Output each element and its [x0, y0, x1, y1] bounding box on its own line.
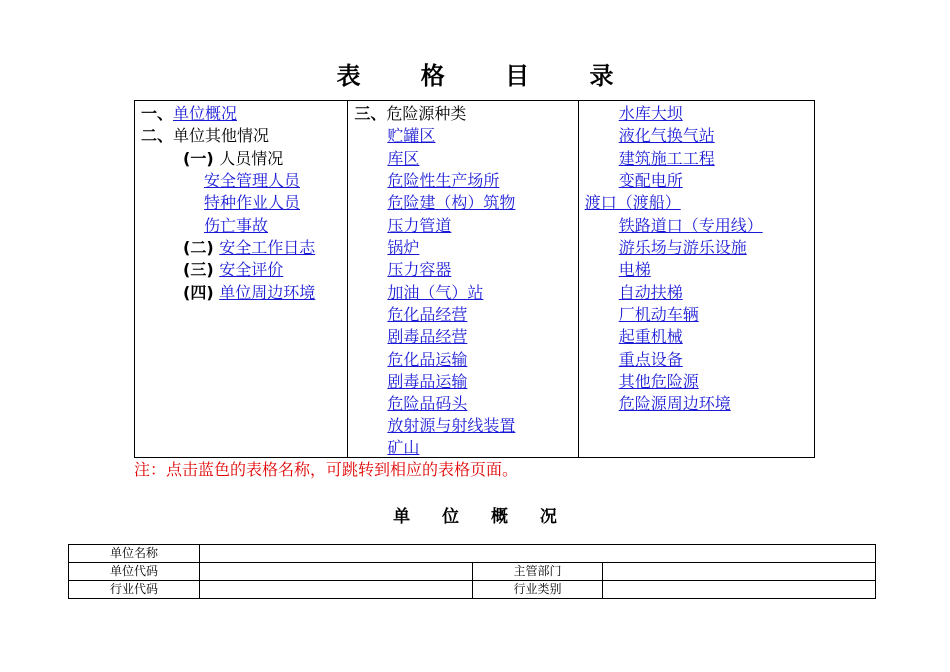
label-industry-type: 行业类别: [473, 581, 603, 599]
link-hazard-item[interactable]: 放射源与射线装置: [387, 416, 516, 435]
link-hazard-item[interactable]: 危险源周边环境: [618, 394, 731, 413]
page-title: 表 格 目 录: [336, 62, 640, 90]
link-hazard-item[interactable]: 起重机械: [618, 327, 683, 346]
link-hazard-item[interactable]: 重点设备: [618, 350, 683, 369]
link-hazard-item[interactable]: 厂机动车辆: [618, 305, 699, 324]
toc-entry-safety-eval: [183, 259, 283, 281]
link-special-operators[interactable]: 特种作业人员: [204, 193, 301, 212]
link-hazard-item[interactable]: 危化品经营: [387, 305, 468, 324]
unit-info-table: [68, 544, 876, 599]
link-hazard-item[interactable]: 其他危险源: [618, 372, 699, 391]
link-hazard-item[interactable]: 库区: [387, 149, 420, 168]
link-hazard-item[interactable]: 自动扶梯: [618, 283, 683, 302]
field-unit-code[interactable]: [200, 563, 473, 581]
link-hazard-item[interactable]: 剧毒品运输: [387, 372, 468, 391]
field-industry-type[interactable]: [603, 581, 876, 599]
link-hazard-item[interactable]: 危化品运输: [387, 350, 468, 369]
label-unit-code: 单位代码: [69, 563, 200, 581]
link-hazard-item[interactable]: 铁路道口（专用线）: [618, 216, 763, 235]
link-hazard-item[interactable]: 游乐场与游乐设施: [618, 238, 747, 257]
entry-number: (四): [183, 283, 214, 302]
entry-number: 二、: [141, 126, 174, 145]
link-hazard-item[interactable]: 加油（气）站: [387, 283, 484, 302]
toc-entry-unit-overview: [141, 103, 237, 125]
entry-label: 单位其他情况: [173, 126, 270, 145]
link-hazard-item[interactable]: 压力容器: [387, 260, 452, 279]
link-hazard-item[interactable]: 液化气换气站: [618, 126, 715, 145]
link-hazard-item[interactable]: 电梯: [618, 260, 651, 279]
link-hazard-item[interactable]: 压力管道: [387, 216, 452, 235]
toc-entry-safety-log: [183, 237, 315, 259]
link-unit-surroundings[interactable]: 单位周边环境: [219, 283, 316, 302]
link-hazard-item[interactable]: 变配电所: [618, 171, 683, 190]
entry-number: (二): [183, 238, 214, 257]
entry-number: 三、: [354, 104, 387, 123]
field-industry-code[interactable]: [200, 581, 473, 599]
toc-column-3: [578, 101, 814, 457]
label-unit-name: 单位名称: [69, 545, 200, 563]
toc-column-1: [135, 101, 347, 457]
toc-entry-other-info: [141, 125, 269, 147]
toc-entry-personnel: [183, 148, 283, 170]
link-hazard-item[interactable]: 锅炉: [387, 238, 420, 257]
link-hazard-item[interactable]: 危险品码头: [387, 394, 468, 413]
link-casualty-accidents[interactable]: 伤亡事故: [204, 216, 269, 235]
link-safety-log[interactable]: 安全工作日志: [219, 238, 316, 257]
link-hazard-item[interactable]: 危险性生产场所: [387, 171, 500, 190]
toc-entry-hazard-types: [354, 103, 466, 125]
link-hazard-item[interactable]: 剧毒品经营: [387, 327, 468, 346]
toc-entry-surroundings: [183, 282, 315, 304]
section-title: 单 位 概 况: [393, 507, 570, 527]
toc-table: [134, 100, 815, 458]
link-safety-managers[interactable]: 安全管理人员: [204, 171, 301, 190]
link-hazard-item[interactable]: 贮罐区: [387, 126, 436, 145]
label-supervisor: 主管部门: [473, 563, 603, 581]
table-row: [69, 545, 876, 563]
entry-label: 危险源种类: [386, 104, 467, 123]
link-ferry[interactable]: 渡口（渡船）: [584, 193, 681, 212]
link-hazard-item[interactable]: 危险建（构）筑物: [387, 193, 516, 212]
link-safety-eval[interactable]: 安全评价: [219, 260, 284, 279]
entry-number: 一、: [141, 104, 174, 123]
label-industry-code: 行业代码: [69, 581, 200, 599]
table-row: [69, 563, 876, 581]
link-unit-overview[interactable]: 单位概况: [173, 104, 238, 123]
field-supervisor[interactable]: [603, 563, 876, 581]
toc-column-2: [347, 101, 577, 457]
navigation-note: 注：点击蓝色的表格名称，可跳转到相应的表格页面。: [134, 460, 519, 479]
field-unit-name[interactable]: [200, 545, 876, 563]
table-row: [69, 581, 876, 599]
link-hazard-item[interactable]: 矿山: [387, 438, 420, 457]
link-hazard-item[interactable]: 水库大坝: [618, 104, 683, 123]
entry-label: 人员情况: [219, 149, 284, 168]
link-hazard-item[interactable]: 建筑施工工程: [618, 149, 715, 168]
entry-number: (三): [183, 260, 214, 279]
entry-number: (一): [183, 149, 214, 168]
